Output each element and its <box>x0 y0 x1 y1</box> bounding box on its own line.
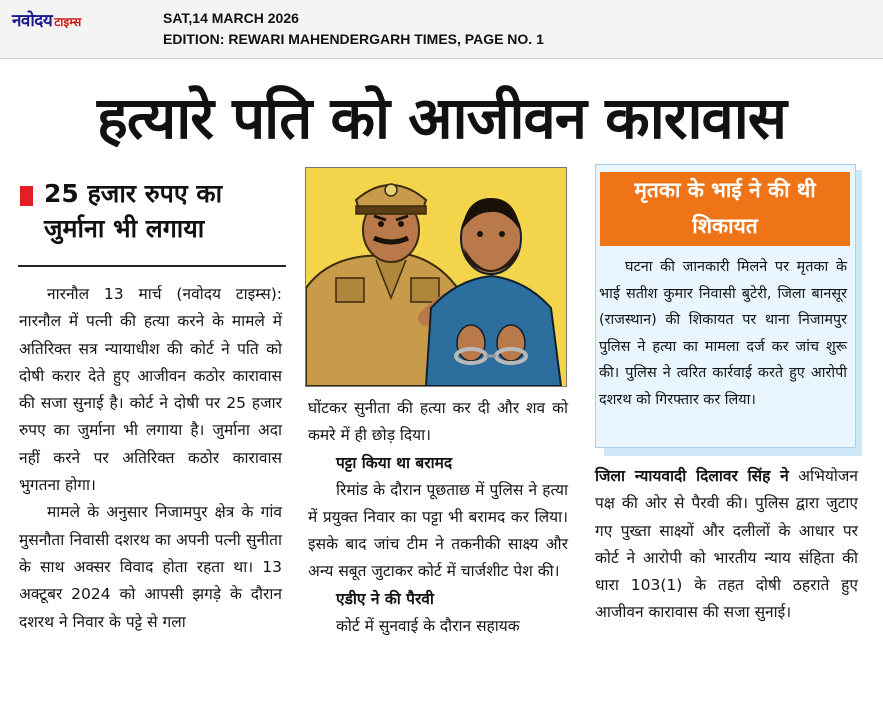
box-title: मृतका के भाई ने की थी शिकायत <box>600 172 850 246</box>
col2-paragraph-1: घोंटकर सुनीता की हत्या कर दी और शव को कमरे में ही छोड़ दिया। <box>308 399 568 445</box>
date-line: SAT,14 MARCH 2026 <box>163 10 299 26</box>
logo-times: टाइम्स <box>54 15 82 29</box>
subhead-line2: जुर्माना भी लगाया <box>44 214 205 243</box>
newspaper-logo <box>12 8 81 34</box>
subhead-bullet-icon <box>20 186 33 206</box>
col2-paragraph-3: कोर्ट में सुनवाई के दौरान सहायक <box>336 616 520 635</box>
subhead <box>44 176 284 246</box>
article-column-1 <box>19 281 282 636</box>
edition-meta <box>163 8 544 50</box>
subhead-divider <box>18 265 286 267</box>
col1-paragraph-2: मामले के अनुसार निजामपुर क्षेत्र के गांव मुसनौता निवासी दशरथ का अपनी पत्नी सुनीता के साथ अक्सर विवाद होता रहता था। 13 अक्टूबर 2024 को आपसी झगड़े के दौरान दशरथ ने निवार के पट्टे से गला <box>19 503 282 631</box>
article-column-2 <box>308 395 568 640</box>
edition-line: EDITION: REWARI MAHENDERGARH TIMES, PAGE NO. 1 <box>163 31 544 47</box>
arrest-illustration <box>305 167 567 387</box>
logo-hindi: नवोदय <box>12 11 53 31</box>
headline: हत्यारे पति को आजीवन कारावास <box>97 84 786 152</box>
col2-heading-2: एडीए ने की पैरवी <box>336 589 434 608</box>
col3-paragraph <box>595 463 858 627</box>
box-paragraph: घटना की जानकारी मिलने पर मृतका के भाई सतीश कुमार निवासी बुटेरी, जिला बानसूर (राजस्थान) की शिकायत पर थाना निजामपुर पुलिस ने हत्या का मामला दर्ज कर जांच शुरू की। पुलिस ने त्वरित कार्रवाई करते हुए आरोपी दशरथ को गिरफ्तार कर लिया। <box>599 259 847 408</box>
article-column-3 <box>595 463 858 627</box>
col2-heading-1: पट्टा किया था बरामद <box>336 453 453 472</box>
col1-paragraph-1: नारनौल 13 मार्च (नवोदय टाइम्स): नारनौल में पत्नी की हत्या करने के मामले में अतिरिक्त सत्र न्यायाधीश की कोर्ट ने पति को दोषी करार देते हुए आजीवन कठोर कारावास की सजा सुनाई है। कोर्ट ने दोषी पर 25 हजार रुपए का जुर्माना भी लगाया है। जुर्माना अदा नहीं करने पर अतिरिक्त कठोर कारावास भुगतना होगा। <box>19 285 282 495</box>
box-body <box>599 254 847 413</box>
col2-paragraph-2: रिमांड के दौरान पूछताछ में पुलिस ने हत्या में प्रयुक्त निवार का पट्टा भी बरामद कर लिया। इसके बाद जांच टीम ने तकनीकी साक्ष्य और अन्य सबूत जुटाकर कोर्ट में चार्जशीट पेश की। <box>308 480 568 581</box>
col3-text: अभियोजन पक्ष की ओर से पैरवी की। पुलिस द्वारा जुटाए गए पुख्ता साक्ष्यों और दलीलों के आधार पर कोर्ट ने आरोपी को भारतीय न्याय संहिता की धारा 103(1) के तहत दोषी ठहराते हुए आजीवन कारावास की सजा सुनाई। <box>595 467 858 622</box>
col3-lead: जिला न्यायवादी दिलावर सिंह ने <box>595 467 789 485</box>
subhead-line1: 25 हजार रुपए का <box>44 179 223 208</box>
